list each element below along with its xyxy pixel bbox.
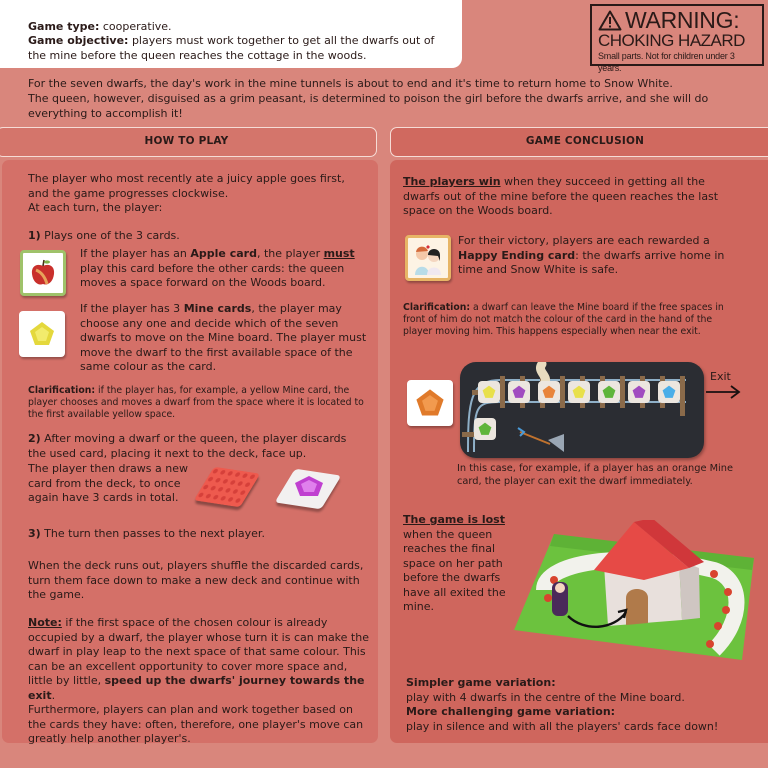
mine-space-tile: [628, 381, 650, 403]
prince-and-snow-white-icon: [411, 241, 445, 275]
mine-space-tile: [538, 381, 560, 403]
gem-icon: [571, 384, 587, 400]
how-to-play-header: HOW TO PLAY: [0, 127, 377, 157]
apple-card-text: If the player has an Apple card, the player must play this card before the other cards: the queen moves a space forward on the Woods board.: [80, 247, 355, 290]
gem-icon: [541, 384, 557, 400]
simpler-variation-text: play with 4 dwarfs in the centre of the Mine board.: [406, 690, 685, 704]
choking-hazard-warning: [590, 4, 764, 73]
gem-icon: [481, 384, 497, 400]
step-2: 2) After moving a dwarf or the queen, the player discards the used card, placing it next to the deck, face up.: [28, 432, 347, 460]
furthermore-text: Furthermore, players can plan and work together based on the cards they have: often, therefore, one player's move can greatly help another player's.: [28, 703, 364, 746]
game-objective: Game objective: players must work together to get all the dwarfs out of the mine before the queen reaches the cottage in the woods.: [28, 34, 435, 62]
mine-space-tile: [568, 381, 590, 403]
game-conclusion-header: GAME CONCLUSION: [390, 127, 768, 157]
exit-label: Exit: [710, 370, 731, 383]
intro-line-2: The queen, however, disguised as a grim peasant, is determined to poison the girl before the dwarfs arrive, and she will do everything to accomplish it!: [28, 91, 709, 120]
clarification-exit: Clarification: a dwarf can leave the Mine board if the free spaces in front of him do not match the colour of the card in the hand of the player moving him. This happens especially when near the exit.: [403, 302, 724, 338]
gem-icon: [631, 384, 647, 400]
orange-mine-card-image: [407, 380, 453, 426]
warning-triangle-icon: [598, 10, 622, 31]
mine-space-tile: [478, 381, 500, 403]
gem-icon: [601, 384, 617, 400]
step-3: 3) The turn then passes to the next player.: [28, 527, 265, 540]
warning-subtitle: CHOKING HAZARD: [598, 31, 745, 50]
apple-card-image: [20, 250, 66, 296]
pink-gem-icon: [292, 474, 326, 498]
gem-icon: [477, 421, 493, 437]
simpler-variation-label: Simpler game variation:: [406, 676, 556, 689]
lose-condition-text: The game is lost when the queen reaches the final space on her path before the dwarfs have all exited the mine.: [403, 513, 506, 614]
mine-card-text: If the player has 3 Mine cards, the player may choose any one and decide which of the seven dwarfs to move on the Mine board. The player must move the dwarf to the first available space of the same colour as the card.: [80, 302, 367, 374]
mine-space-tile: [598, 381, 620, 403]
step-1: 1) Plays one of the 3 cards.: [28, 229, 180, 242]
woods-board-cottage-illustration: [514, 520, 754, 660]
opening-text: The player who most recently ate a juicy apple goes first, and the game progresses clockwise. At each turn, the player:: [28, 172, 345, 215]
challenging-variation-label: More challenging game variation:: [406, 705, 616, 719]
example-caption: In this case, for example, if a player has an orange Mine card, the player can exit the dwarf immediately.: [457, 463, 734, 488]
mine-track-icon: [460, 362, 704, 458]
deck-runs-out-text: When the deck runs out, players shuffle the discarded cards, turn them face down to make a new deck and continue with the game.: [28, 559, 364, 602]
win-condition-text: The players win when they succeed in getting all the dwarfs out of the mine before the queen reaches the last space on the Woods board.: [403, 175, 719, 218]
warning-title: WARNING:: [625, 7, 740, 33]
yellow-mine-card-image: [19, 311, 65, 357]
apple-icon: [27, 257, 59, 289]
game-info-box: [0, 0, 462, 68]
gem-icon: [661, 384, 677, 400]
mine-space-tile: [474, 418, 496, 440]
mine-board-illustration: [460, 362, 704, 458]
variations: [406, 676, 746, 734]
game-type: Game type: cooperative.: [28, 20, 172, 33]
happy-ending-card-image: [405, 235, 451, 281]
clarification-yellow: Clarification: if the player has, for example, a yellow Mine card, the player chooses and moves a dwarf from the space where it is located to the first available yellow space.: [28, 385, 364, 421]
mine-space-tile: [508, 381, 530, 403]
mine-space-tile: [658, 381, 680, 403]
gem-icon: [511, 384, 527, 400]
orange-gem-icon: [413, 386, 447, 420]
step-2-draw: The player then draws a new card from the deck, to once again have 3 cards in total.: [28, 462, 188, 505]
yellow-gem-icon: [27, 319, 57, 349]
note-text: Note: if the first space of the chosen colour is already occupied by a dwarf, the player whose turn it is can make the dwarf in play leap to the next space of that same colour. This can be an excellent opportunity to cover more space and, little by little, speed up the dwarfs' journey towards the exit.: [28, 616, 369, 702]
warning-note: Small parts. Not for children under 3 years.: [598, 51, 735, 73]
challenging-variation-text: play in silence and with all the players' cards face down!: [406, 719, 719, 733]
intro-line-1: For the seven dwarfs, the day's work in the mine tunnels is about to end and it's time to return home to Snow White.: [28, 77, 673, 90]
story-intro: [28, 77, 748, 122]
happy-ending-text: For their victory, players are each rewarded a Happy Ending card: the dwarfs arrive home in time and Snow White is safe.: [458, 234, 725, 277]
exit-arrow-icon: [704, 384, 744, 400]
